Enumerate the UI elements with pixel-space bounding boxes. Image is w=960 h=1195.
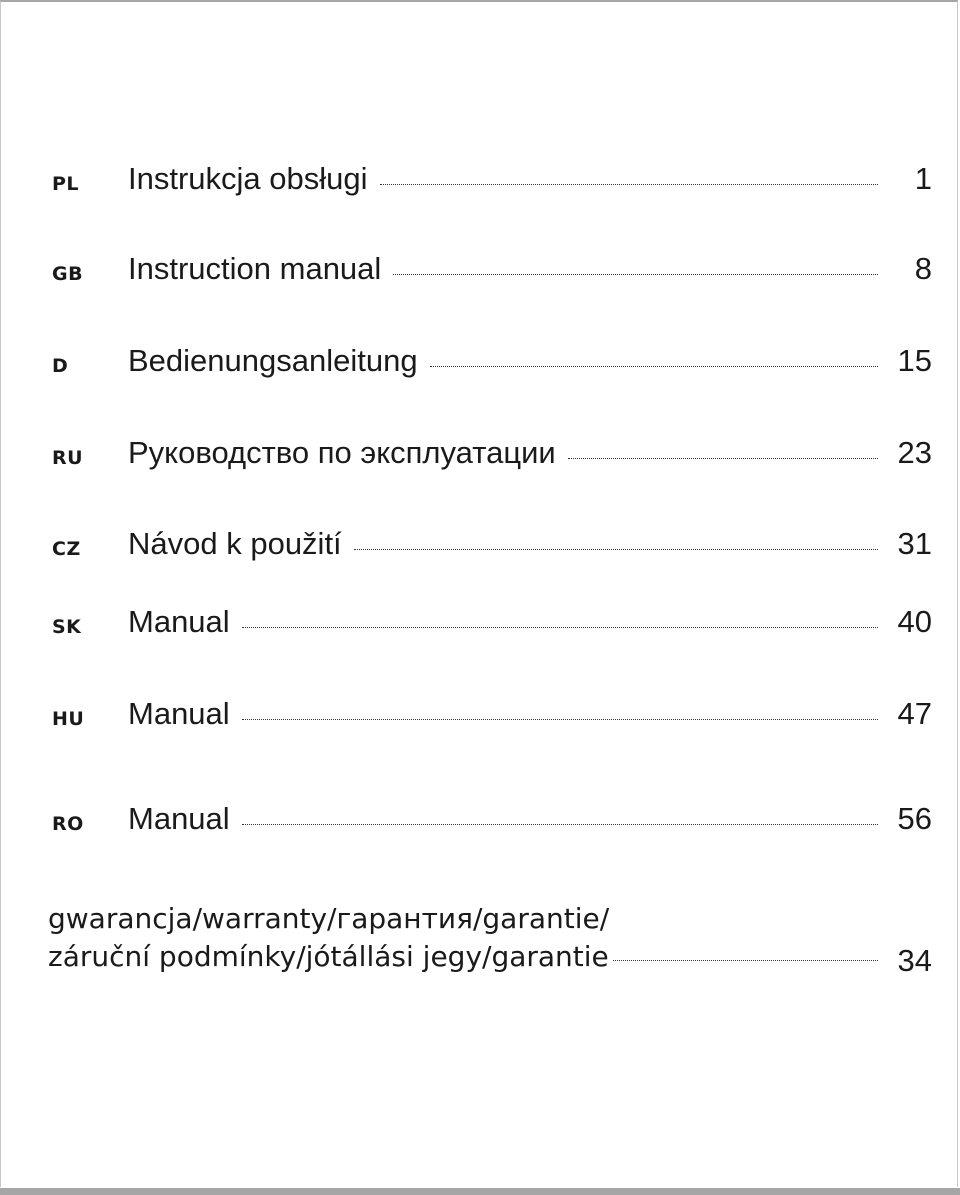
toc-line bbox=[128, 343, 878, 379]
page-number: 8 bbox=[914, 251, 932, 286]
dot-leader bbox=[242, 626, 878, 628]
language-code: RO bbox=[52, 813, 84, 835]
language-code: D bbox=[52, 355, 69, 377]
toc-title: Návod k použití bbox=[128, 526, 342, 561]
toc-title: Instruction manual bbox=[128, 251, 382, 286]
toc-entry-ro[interactable] bbox=[0, 795, 960, 845]
language-code: CZ bbox=[52, 538, 81, 560]
page-number: 47 bbox=[897, 696, 932, 731]
page-number: 15 bbox=[897, 343, 932, 378]
page-bottom-bar bbox=[0, 1188, 960, 1195]
toc-line bbox=[128, 251, 878, 287]
page-number: 31 bbox=[897, 526, 932, 561]
page-number: 1 bbox=[914, 161, 932, 196]
toc-line bbox=[128, 435, 878, 471]
language-code: RU bbox=[52, 447, 84, 469]
toc-entry-d[interactable] bbox=[0, 337, 960, 387]
page-number: 40 bbox=[897, 604, 932, 639]
dot-leader bbox=[380, 183, 878, 185]
toc-entry-warranty[interactable] bbox=[48, 900, 932, 976]
language-code: HU bbox=[52, 708, 85, 730]
language-code: SK bbox=[52, 616, 82, 638]
toc-entry-hu[interactable] bbox=[0, 690, 960, 740]
toc-title: Manual bbox=[128, 801, 230, 836]
warranty-title-line-1: gwarancja/warranty/гарантия/garantie/ bbox=[48, 902, 610, 935]
toc-title: Bedienungsanleitung bbox=[128, 343, 418, 378]
language-code: GB bbox=[52, 263, 84, 285]
warranty-line-2 bbox=[48, 938, 878, 976]
toc-entry-pl[interactable] bbox=[0, 155, 960, 205]
toc-entry-ru[interactable] bbox=[0, 429, 960, 479]
dot-leader bbox=[568, 457, 878, 459]
dot-leader bbox=[242, 823, 878, 825]
warranty-title-line-2: záruční podmínky/jótállási jegy/garantie bbox=[48, 940, 609, 973]
dot-leader bbox=[613, 959, 878, 961]
toc-title: Manual bbox=[128, 604, 230, 639]
toc-line bbox=[128, 801, 878, 837]
page-number: 34 bbox=[897, 943, 932, 978]
page-number: 23 bbox=[897, 435, 932, 470]
toc-title: Руководство по эксплуатации bbox=[128, 435, 556, 470]
toc-entry-sk[interactable] bbox=[0, 598, 960, 648]
language-code: PL bbox=[52, 173, 80, 195]
toc-title: Manual bbox=[128, 696, 230, 731]
dot-leader bbox=[393, 273, 878, 275]
dot-leader bbox=[242, 718, 878, 720]
dot-leader bbox=[354, 548, 878, 550]
toc-entry-cz[interactable] bbox=[0, 520, 960, 570]
dot-leader bbox=[430, 365, 878, 367]
toc-entry-gb[interactable] bbox=[0, 245, 960, 295]
toc-line bbox=[128, 161, 878, 197]
toc-title: Instrukcja obsługi bbox=[128, 161, 368, 196]
page-number: 56 bbox=[897, 801, 932, 836]
toc-line bbox=[128, 696, 878, 732]
toc-line bbox=[128, 604, 878, 640]
toc-line bbox=[128, 526, 878, 562]
